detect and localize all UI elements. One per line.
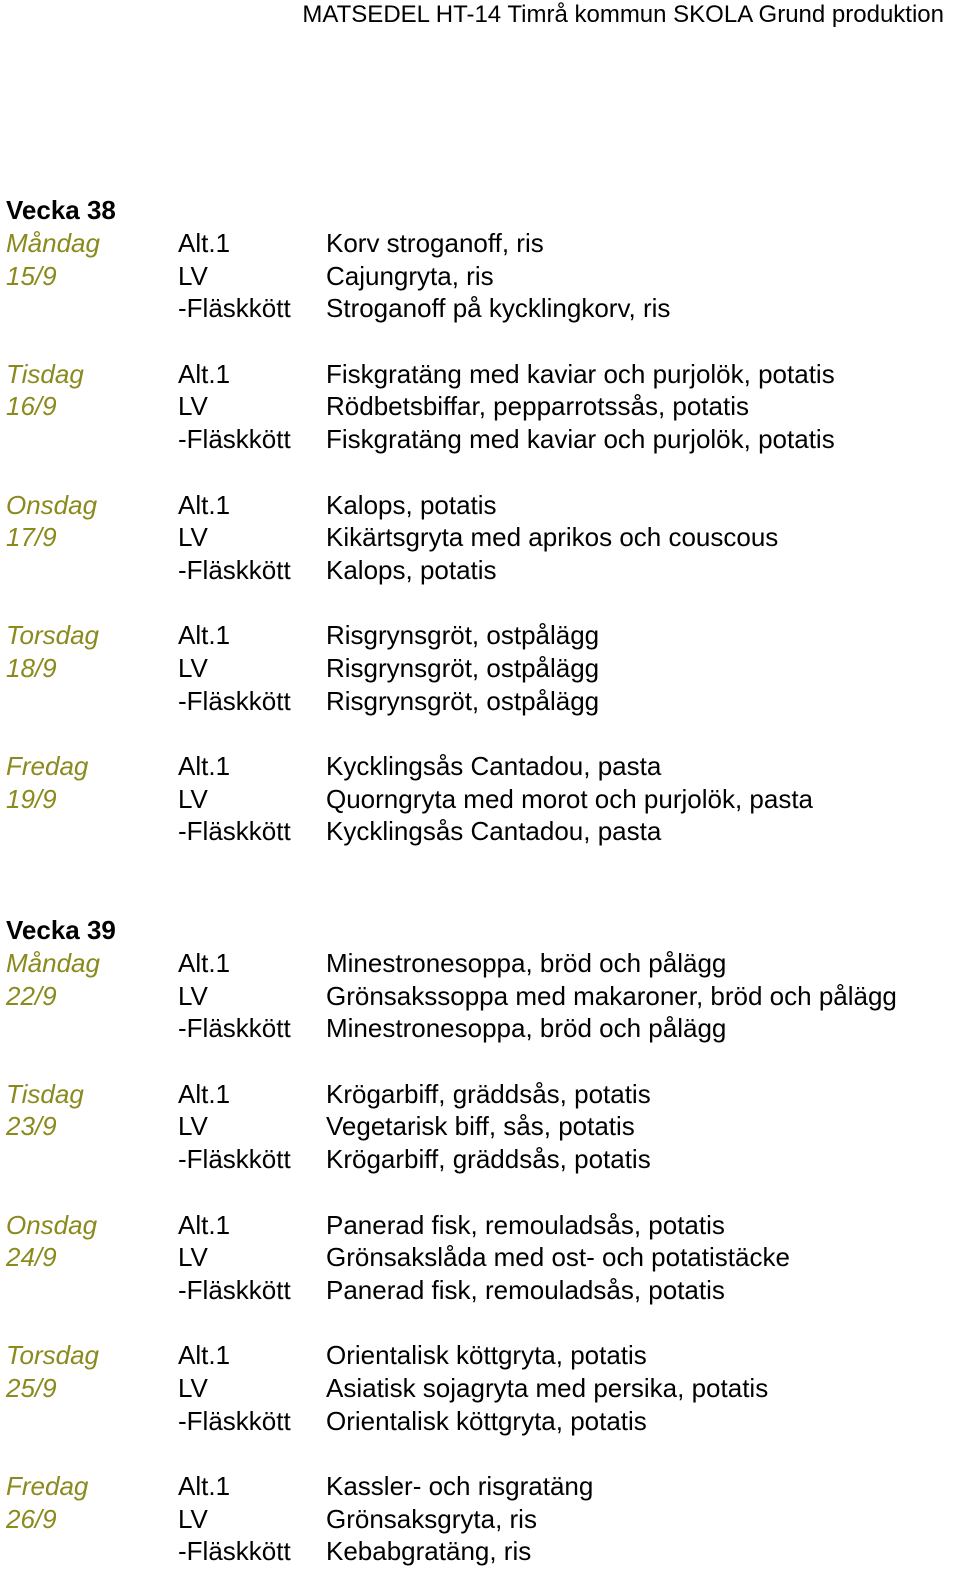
dish-text: Grönsakssoppa med makaroner, bröd och pålägg	[326, 980, 897, 1011]
dish-text: Krögarbiff, gräddsås, potatis	[326, 1078, 651, 1109]
dish-text: Rödbetsbiffar, pepparrotssås, potatis	[326, 391, 749, 422]
menu-row	[6, 1372, 956, 1405]
dish-text: Panerad fisk, remouladsås, potatis	[326, 1274, 725, 1305]
menu-row	[6, 1241, 956, 1274]
alt-label: -Fläskkött	[178, 816, 291, 847]
dish-text: Kikärtsgryta med aprikos och couscous	[326, 522, 779, 553]
alt-label: -Fläskkött	[178, 1405, 291, 1436]
menu-row	[6, 423, 956, 456]
dish-text: Korv stroganoff, ris	[326, 228, 544, 258]
menu-row	[6, 652, 956, 685]
dish-text: Fiskgratäng med kaviar och purjolök, potatis	[326, 423, 835, 454]
menu-row	[6, 947, 956, 980]
menu-row	[6, 1535, 956, 1568]
menu-row	[6, 1078, 956, 1111]
dish-text: Minestronesoppa, bröd och pålägg	[326, 948, 727, 978]
alt-label: Alt.1	[178, 1340, 231, 1371]
date-label: 16/9	[6, 391, 57, 422]
date-label: 18/9	[6, 652, 57, 683]
menu-row	[6, 390, 956, 423]
dish-text: Kassler- och risgratäng	[326, 1471, 594, 1502]
menu-row	[6, 554, 956, 587]
dish-text: Grönsaksgryta, ris	[326, 1503, 537, 1534]
menu-row	[6, 1503, 956, 1536]
menu-row	[6, 260, 956, 293]
alt-label: Alt.1	[178, 489, 231, 520]
alt-label: LV	[178, 783, 208, 814]
day-group-friday	[6, 750, 956, 848]
alt-label: -Fläskkött	[178, 1274, 291, 1305]
week-title: Vecka 39	[6, 915, 116, 945]
alt-label: LV	[178, 1503, 208, 1534]
date-label: 22/9	[6, 980, 57, 1011]
dish-text: Panerad fisk, remouladsås, potatis	[326, 1209, 725, 1240]
date-label: 24/9	[6, 1242, 57, 1273]
dish-text: Asiatisk sojagryta med persika, potatis	[326, 1372, 769, 1403]
alt-label: LV	[178, 391, 208, 422]
day-label: Fredag	[6, 1471, 89, 1502]
menu-row	[6, 1470, 956, 1503]
week-title: Vecka 38	[6, 195, 116, 225]
menu-row	[6, 1339, 956, 1372]
day-label: Onsdag	[6, 1209, 98, 1240]
week-section	[6, 194, 956, 848]
week-section	[6, 914, 956, 1568]
alt-label: Alt.1	[178, 228, 231, 258]
dish-text: Kalops, potatis	[326, 489, 497, 520]
day-label: Tisdag	[6, 1078, 84, 1109]
alt-label: -Fläskkött	[178, 554, 291, 585]
alt-label: -Fläskkött	[178, 1143, 291, 1174]
alt-label: LV	[178, 260, 208, 291]
alt-label: -Fläskkött	[178, 685, 291, 716]
alt-label: Alt.1	[178, 751, 231, 782]
day-group-wednesday	[6, 489, 956, 587]
alt-label: LV	[178, 980, 208, 1011]
date-label: 17/9	[6, 522, 57, 553]
alt-label: Alt.1	[178, 1078, 231, 1109]
day-group-tuesday	[6, 358, 956, 456]
dish-text: Grönsakslåda med ost- och potatistäcke	[326, 1242, 790, 1273]
page-header-title: MATSEDEL HT-14 Timrå kommun SKOLA Grund produktion	[302, 1, 944, 28]
menu-row	[6, 521, 956, 554]
alt-label: LV	[178, 1242, 208, 1273]
alt-label: LV	[178, 1111, 208, 1142]
alt-label: Alt.1	[178, 358, 231, 389]
menu-row	[6, 227, 956, 260]
menu-row	[6, 619, 956, 652]
alt-label: -Fläskkött	[178, 1536, 291, 1567]
alt-label: -Fläskkött	[178, 423, 291, 454]
day-label: Torsdag	[6, 620, 99, 651]
menu-row	[6, 1110, 956, 1143]
dish-text: Risgrynsgröt, ostpålägg	[326, 652, 600, 683]
dish-text: Quorngryta med morot och purjolök, pasta	[326, 783, 814, 814]
menu-row	[6, 815, 956, 848]
dish-text: Orientalisk köttgryta, potatis	[326, 1405, 647, 1436]
day-group-thursday	[6, 1339, 956, 1437]
dish-text: Risgrynsgröt, ostpålägg	[326, 620, 600, 651]
menu-row	[6, 783, 956, 816]
day-group-monday	[6, 947, 956, 1045]
alt-label: Alt.1	[178, 1209, 231, 1240]
menu-row	[6, 1012, 956, 1045]
date-label: 15/9	[6, 260, 57, 291]
menu-row	[6, 750, 956, 783]
day-label: Torsdag	[6, 1340, 99, 1371]
day-group-monday	[6, 227, 956, 325]
day-label: Fredag	[6, 751, 89, 782]
menu-row	[6, 1274, 956, 1307]
date-label: 23/9	[6, 1111, 57, 1142]
menu-row	[6, 1143, 956, 1176]
date-label: 25/9	[6, 1372, 57, 1403]
alt-label: -Fläskkött	[178, 1013, 291, 1044]
dish-text: Kebabgratäng, ris	[326, 1536, 532, 1567]
alt-label: LV	[178, 652, 208, 683]
date-label: 19/9	[6, 783, 57, 814]
alt-label: LV	[178, 522, 208, 553]
alt-label: Alt.1	[178, 620, 231, 651]
menu-row	[6, 292, 956, 325]
alt-label: Alt.1	[178, 1471, 231, 1502]
dish-text: Fiskgratäng med kaviar och purjolök, potatis	[326, 358, 835, 389]
day-group-friday	[6, 1470, 956, 1568]
dish-text: Orientalisk köttgryta, potatis	[326, 1340, 647, 1371]
day-label: Måndag	[6, 228, 100, 258]
day-group-wednesday	[6, 1209, 956, 1307]
menu-row	[6, 489, 956, 522]
date-label: 26/9	[6, 1503, 57, 1534]
alt-label: -Fläskkött	[178, 293, 291, 324]
menu-row	[6, 1405, 956, 1438]
dish-text: Vegetarisk biff, sås, potatis	[326, 1111, 635, 1142]
dish-text: Kycklingsås Cantadou, pasta	[326, 816, 662, 847]
menu-row	[6, 980, 956, 1013]
alt-label: LV	[178, 1372, 208, 1403]
day-label: Tisdag	[6, 358, 84, 389]
menu-row	[6, 685, 956, 718]
day-group-tuesday	[6, 1078, 956, 1176]
dish-text: Risgrynsgröt, ostpålägg	[326, 685, 600, 716]
menu-row	[6, 358, 956, 391]
dish-text: Stroganoff på kycklingkorv, ris	[326, 293, 671, 324]
day-label: Onsdag	[6, 489, 98, 520]
day-label: Måndag	[6, 948, 100, 978]
alt-label: Alt.1	[178, 948, 231, 978]
dish-text: Cajungryta, ris	[326, 260, 494, 291]
dish-text: Kalops, potatis	[326, 554, 497, 585]
day-group-thursday	[6, 619, 956, 717]
dish-text: Krögarbiff, gräddsås, potatis	[326, 1143, 651, 1174]
menu-row	[6, 1209, 956, 1242]
dish-text: Minestronesoppa, bröd och pålägg	[326, 1013, 727, 1044]
dish-text: Kycklingsås Cantadou, pasta	[326, 751, 662, 782]
